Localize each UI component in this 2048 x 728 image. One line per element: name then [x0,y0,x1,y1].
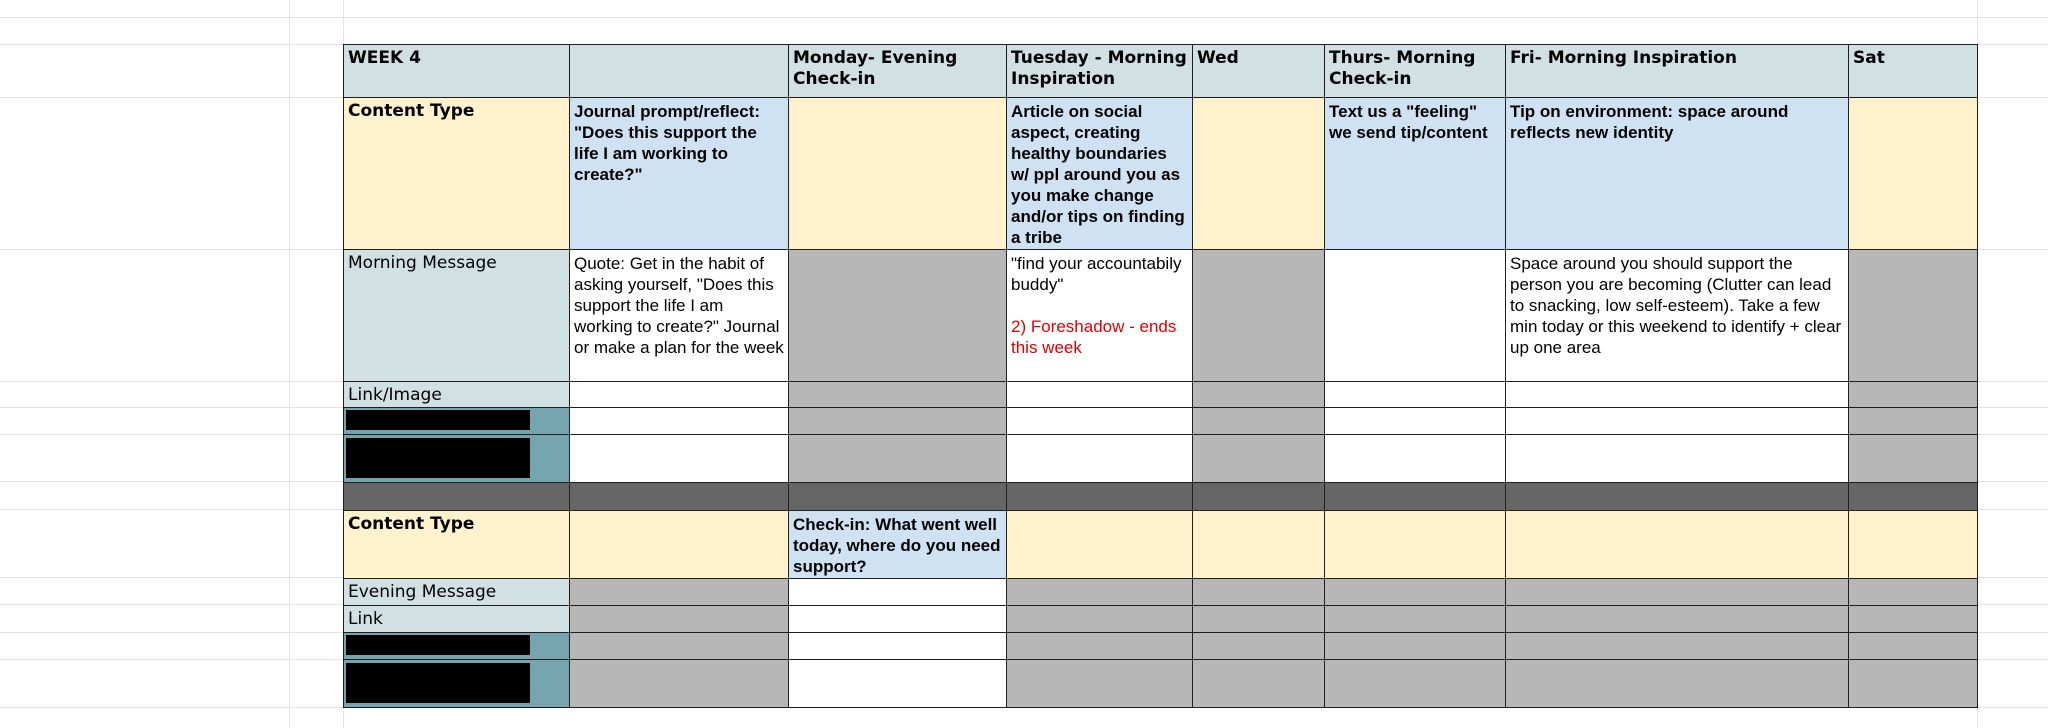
cell[interactable] [1193,660,1325,708]
morning-content-wednesday[interactable] [1193,98,1325,250]
cell[interactable] [1849,511,1978,579]
cell[interactable] [1506,633,1849,660]
cell[interactable] [1506,660,1849,708]
morning-message-space[interactable]: Space around you should support the person you are becoming (Clutter can lead to snacking, low self-esteem). Take a few min today or this weekend to identify + clear up one area [1506,250,1849,382]
cell[interactable] [344,483,570,511]
separator-row [344,483,1978,511]
evening-link-label[interactable]: Link [344,606,570,633]
cell[interactable] [570,633,789,660]
evening-message-label[interactable]: Evening Message [344,579,570,606]
cell[interactable] [789,408,1007,435]
cell[interactable] [1325,633,1506,660]
evening-content-type-label[interactable]: Content Type [344,511,570,579]
cell[interactable] [1193,435,1325,483]
link-image-row [344,382,1978,408]
cell[interactable] [789,382,1007,408]
cell[interactable] [1325,435,1506,483]
cell[interactable] [1325,382,1506,408]
morning-message-wednesday[interactable] [1193,250,1325,382]
redacted-label[interactable] [344,435,570,483]
cell[interactable] [1506,606,1849,633]
cell[interactable] [1506,435,1849,483]
redacted-row [344,435,1978,483]
cell[interactable] [1007,511,1193,579]
morning-content-monday[interactable] [789,98,1007,250]
cell[interactable] [789,633,1007,660]
cell[interactable] [570,382,789,408]
cell[interactable] [1193,606,1325,633]
redacted-label[interactable] [344,660,570,708]
foreshadow-text: 2) Foreshadow - ends this week [1011,317,1177,357]
cell[interactable] [1193,511,1325,579]
header-row [344,45,1978,98]
evening-link-row [344,606,1978,633]
cell[interactable] [570,660,789,708]
cell[interactable] [1325,579,1506,606]
cell[interactable] [1007,579,1193,606]
morning-message-quote[interactable]: Quote: Get in the habit of asking yourself, "Does this support the life I am working to create?" Journal or make a plan for the week [570,250,789,382]
cell[interactable] [1849,408,1978,435]
header-wednesday[interactable]: Wed [1193,45,1325,98]
morning-content-environment[interactable]: Tip on environment: space around reflects new identity [1506,98,1849,250]
cell[interactable] [1193,633,1325,660]
morning-content-saturday[interactable] [1849,98,1978,250]
cell[interactable] [1849,435,1978,483]
cell[interactable] [1325,511,1506,579]
cell[interactable] [789,606,1007,633]
morning-content-type-row [344,98,1978,250]
morning-message-monday[interactable] [789,250,1007,382]
evening-message-row [344,579,1978,606]
cell[interactable] [1506,382,1849,408]
evening-content-type-row [344,511,1978,579]
header-saturday[interactable]: Sat [1849,45,1978,98]
morning-content-type-label[interactable]: Content Type [344,98,570,250]
cell[interactable] [789,435,1007,483]
cell[interactable] [1849,579,1978,606]
cell[interactable] [1193,579,1325,606]
cell[interactable] [1193,483,1325,511]
header-friday[interactable]: Fri- Morning Inspiration [1506,45,1849,98]
cell[interactable] [1849,660,1978,708]
header-thursday[interactable]: Thurs- Morning Check-in [1325,45,1506,98]
cell[interactable] [1325,606,1506,633]
cell[interactable] [1849,606,1978,633]
cell[interactable] [1506,408,1849,435]
cell[interactable] [1325,408,1506,435]
cell[interactable] [789,483,1007,511]
cell[interactable] [1506,511,1849,579]
cell[interactable] [1007,408,1193,435]
morning-message-row [344,250,1978,382]
cell[interactable] [1849,633,1978,660]
cell[interactable] [1506,579,1849,606]
cell[interactable] [570,483,789,511]
header-monday[interactable]: Monday- Evening Check-in [789,45,1007,98]
cell[interactable] [570,511,789,579]
morning-content-article[interactable]: Article on social aspect, creating healthy boundaries w/ ppl around you as you make change and/or tips on finding a tribe [1007,98,1193,250]
cell[interactable] [1007,660,1193,708]
cell[interactable] [1506,483,1849,511]
redacted-row [344,633,1978,660]
morning-content-journal[interactable]: Journal prompt/reflect: "Does this support the life I am working to create?" [570,98,789,250]
evening-content-checkin[interactable]: Check-in: What went well today, where do you need support? [789,511,1007,579]
cell[interactable] [1849,483,1978,511]
header-week[interactable]: WEEK 4 [344,45,570,98]
morning-message-label[interactable]: Morning Message [344,250,570,382]
cell[interactable] [570,579,789,606]
cell[interactable] [1007,435,1193,483]
morning-message-saturday[interactable] [1849,250,1978,382]
redacted-row [344,408,1978,435]
morning-content-feeling[interactable]: Text us a "feeling" we send tip/content [1325,98,1506,250]
header-tuesday[interactable]: Tuesday - Morning Inspiration [1007,45,1193,98]
link-image-label[interactable]: Link/Image [344,382,570,408]
cell[interactable] [1849,382,1978,408]
cell[interactable] [1007,606,1193,633]
cell[interactable] [1193,408,1325,435]
cell[interactable] [1325,483,1506,511]
redacted-label[interactable] [344,633,570,660]
header-blank[interactable] [570,45,789,98]
cell[interactable] [1007,633,1193,660]
accountability-text: "find your accountabily buddy" [1011,254,1182,294]
cell[interactable] [570,408,789,435]
cell[interactable] [1007,483,1193,511]
cell[interactable] [1325,660,1506,708]
cell[interactable] [1193,382,1325,408]
cell[interactable] [789,660,1007,708]
cell[interactable] [570,435,789,483]
cell[interactable] [570,606,789,633]
morning-message-tuesday[interactable] [1007,250,1193,382]
cell[interactable] [1007,382,1193,408]
schedule-table [343,44,1978,708]
redacted-row [344,660,1978,708]
redacted-label[interactable] [344,408,570,435]
morning-message-thursday[interactable] [1325,250,1506,382]
cell[interactable] [789,579,1007,606]
